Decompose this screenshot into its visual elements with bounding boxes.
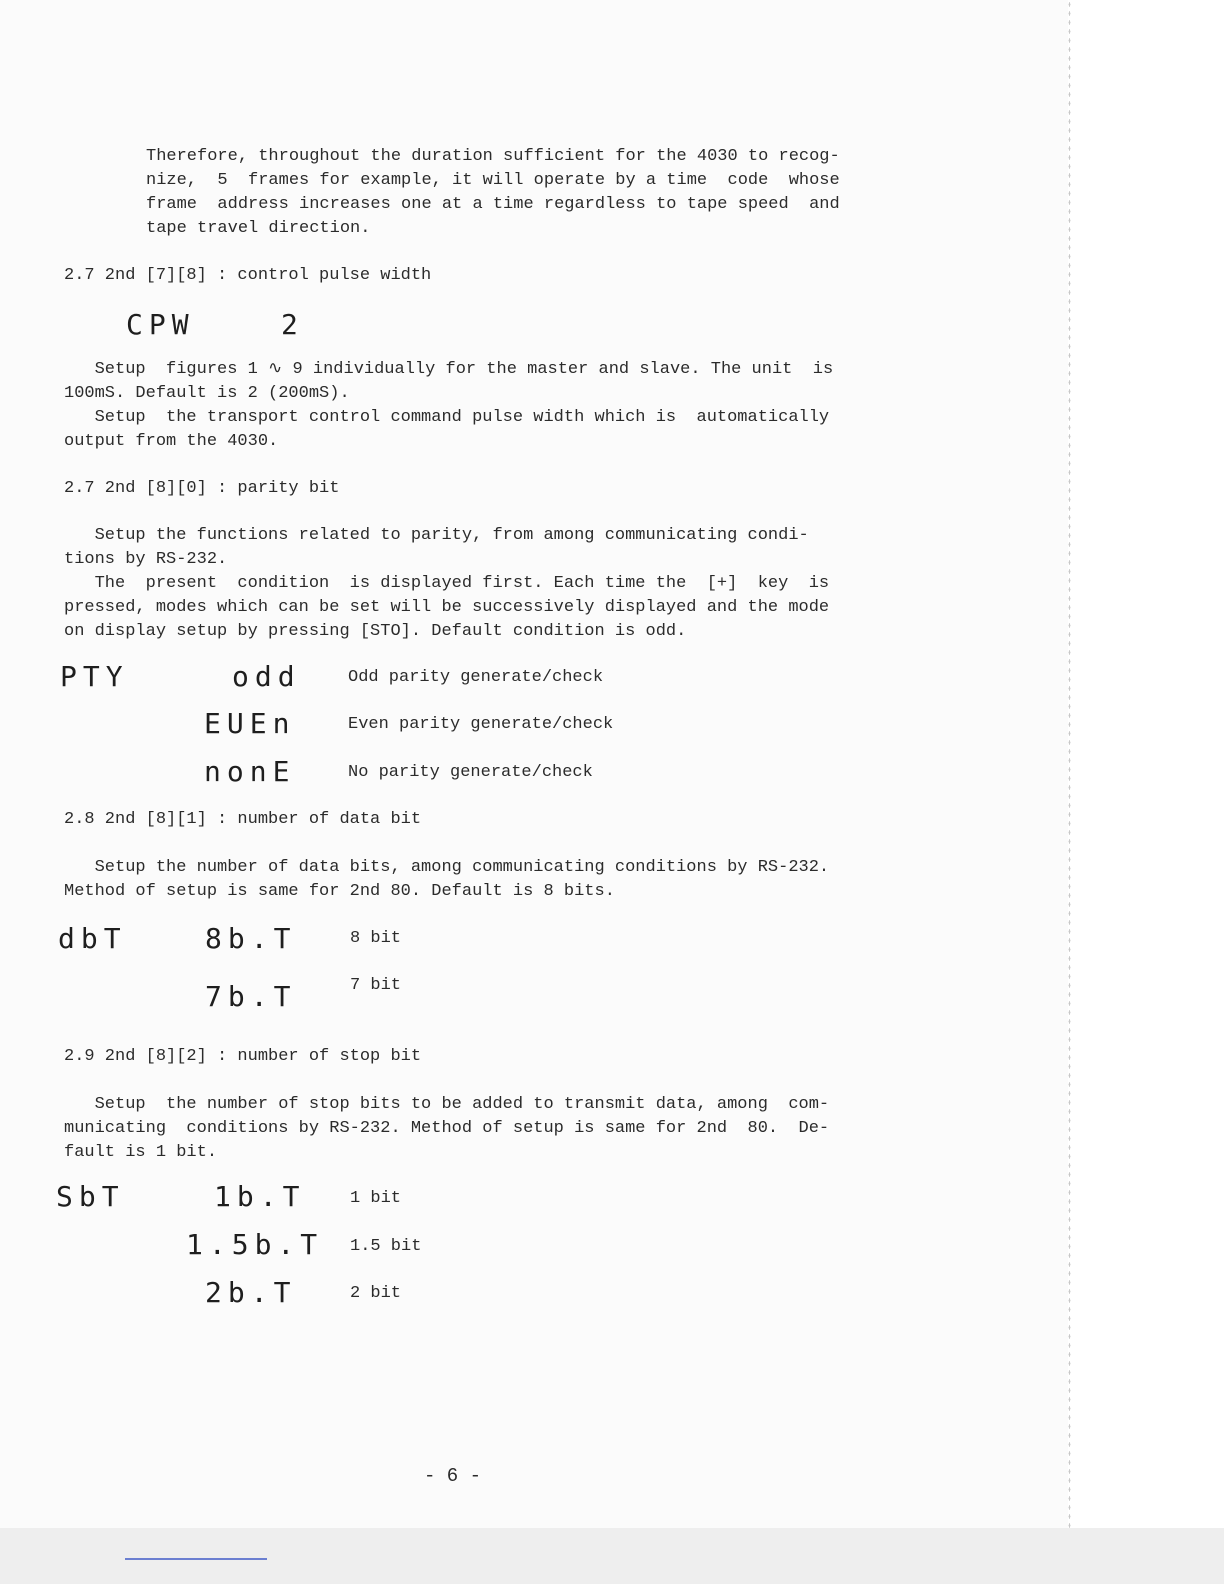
parity-line-2: tions by RS-232. — [64, 550, 228, 569]
segment-display-stop-label: SbT — [56, 1180, 125, 1213]
page-edge — [1068, 0, 1071, 1530]
bottom-margin — [0, 1528, 1224, 1584]
section-heading-control-pulse-width: 2.7 2nd [7][8] : control pulse width — [64, 266, 432, 285]
stop-line-3: fault is 1 bit. — [64, 1143, 218, 1162]
segment-display-stop-1-5bit: 1.5b.T — [186, 1228, 324, 1261]
stop-line-1: Setup the number of stop bits to be added to transmit data, among com- — [64, 1095, 830, 1114]
segment-display-parity-none: nonE — [204, 755, 296, 788]
stop-line-2: municating conditions by RS-232. Method of setup is same for 2nd 80. De- — [64, 1119, 830, 1138]
intro-line-1: Therefore, throughout the duration sufficient for the 4030 to recog- — [146, 147, 840, 166]
parity-line-1: Setup the functions related to parity, from among communicating condi- — [64, 526, 809, 545]
section-heading-parity-bit: 2.7 2nd [8][0] : parity bit — [64, 479, 340, 498]
segment-display-cpw-label: CPW — [126, 308, 195, 341]
cpw-line-1: Setup figures 1 ∿ 9 individually for the master and slave. The unit is — [64, 360, 834, 379]
section-heading-stop-bit: 2.9 2nd [8][2] : number of stop bit — [64, 1047, 422, 1066]
segment-display-parity-even: EUEn — [204, 707, 296, 740]
stop-option-1bit-desc: 1 bit — [350, 1189, 402, 1208]
segment-display-parity-label: PTY — [60, 660, 129, 693]
cpw-line-2: 100mS. Default is 2 (200mS). — [64, 384, 350, 403]
parity-line-5: on display setup by pressing [STO]. Default condition is odd. — [64, 622, 687, 641]
bottom-underline — [125, 1558, 267, 1560]
data-line-1: Setup the number of data bits, among communicating conditions by RS-232. — [64, 858, 830, 877]
data-option-7bit-desc: 7 bit — [350, 976, 402, 995]
segment-display-cpw-value: 2 — [281, 308, 304, 341]
stop-option-2bit-desc: 2 bit — [350, 1284, 402, 1303]
segment-display-data-8bit: 8b.T — [205, 922, 297, 955]
segment-display-stop-2bit: 2b.T — [205, 1276, 297, 1309]
intro-line-4: tape travel direction. — [146, 219, 371, 238]
data-option-8bit-desc: 8 bit — [350, 929, 402, 948]
data-line-2: Method of setup is same for 2nd 80. Default is 8 bits. — [64, 882, 615, 901]
cpw-line-4: output from the 4030. — [64, 432, 279, 451]
intro-line-2: nize, 5 frames for example, it will operate by a time code whose — [146, 171, 840, 190]
segment-display-data-label: dbT — [58, 922, 127, 955]
cpw-line-3: Setup the transport control command pulse width which is automatically — [64, 408, 830, 427]
stop-option-1-5bit-desc: 1.5 bit — [350, 1237, 422, 1256]
intro-line-3: frame address increases one at a time regardless to tape speed and — [146, 195, 840, 214]
segment-display-parity-odd: odd — [232, 660, 301, 693]
page-number: - 6 - — [424, 1465, 482, 1487]
parity-line-3: The present condition is displayed first. Each time the [+] key is — [64, 574, 830, 593]
parity-option-odd-desc: Odd parity generate/check — [348, 668, 604, 687]
parity-option-none-desc: No parity generate/check — [348, 763, 593, 782]
section-heading-data-bit: 2.8 2nd [8][1] : number of data bit — [64, 810, 422, 829]
segment-display-stop-1bit: 1b.T — [214, 1180, 306, 1213]
parity-line-4: pressed, modes which can be set will be successively displayed and the mode — [64, 598, 830, 617]
segment-display-data-7bit: 7b.T — [205, 980, 297, 1013]
parity-option-even-desc: Even parity generate/check — [348, 715, 614, 734]
